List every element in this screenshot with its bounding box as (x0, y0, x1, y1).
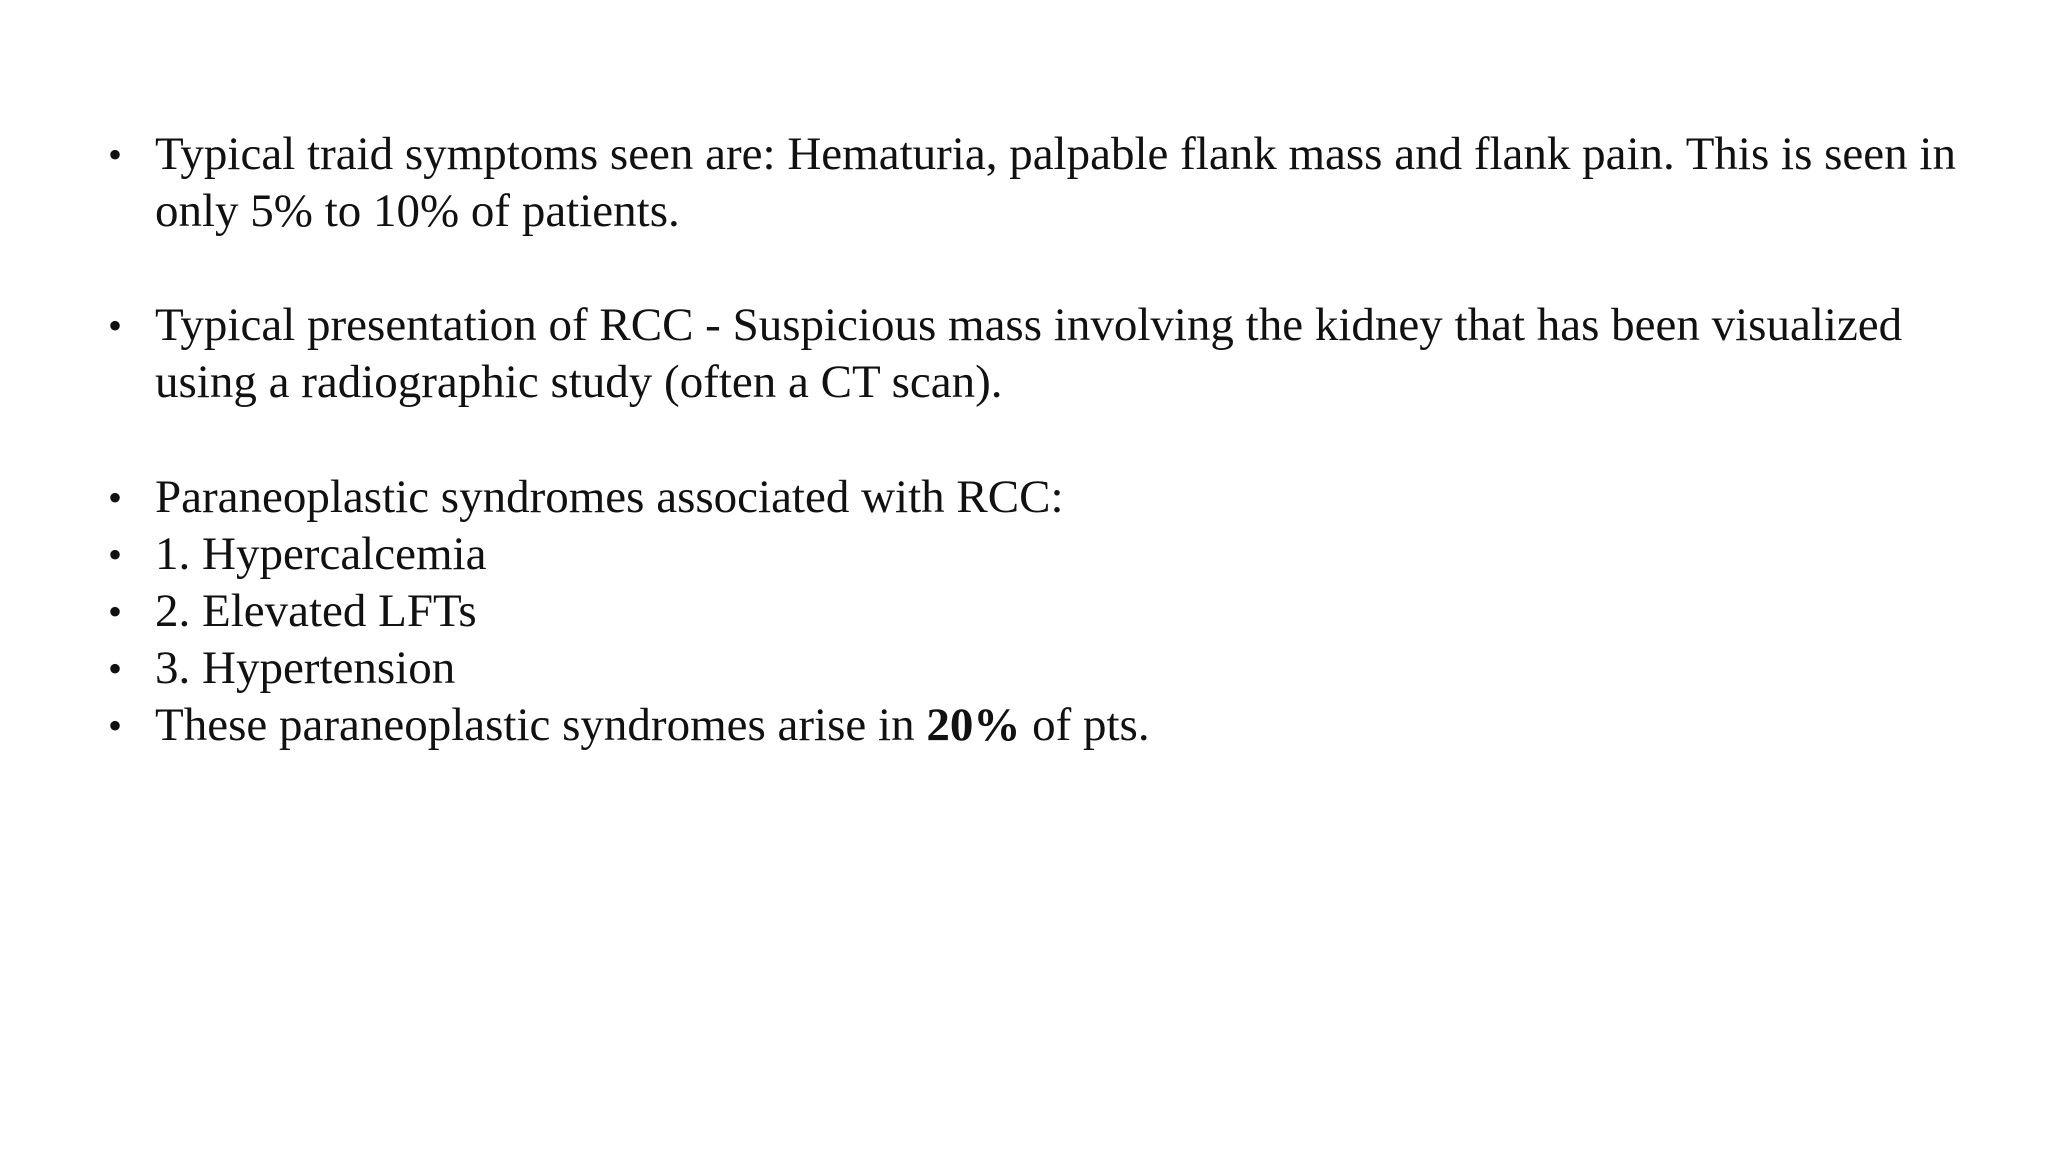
bullet-dot-icon: • (108, 703, 123, 748)
bullet-dot-icon: • (108, 303, 123, 348)
bullet-text-before: These paraneoplastic syndromes arise in (155, 699, 927, 751)
bullet-text: 2. Elevated LFTs (155, 585, 477, 637)
bullet-text-line: only 5% to 10% of patients. (155, 185, 680, 237)
bullet-text-line: Typical traid symptoms seen are: Hematuria, palpable flank mass and flank pain. This is seen in (155, 128, 1956, 180)
bullet-dot-icon: • (108, 646, 123, 691)
bullet-dot-icon: • (108, 475, 123, 520)
bullet-item-paraneoplastic-frequency (108, 697, 2010, 754)
bullet-text-line: using a radiographic study (often a CT scan). (155, 356, 1003, 408)
bullet-text-line: Typical presentation of RCC - Suspicious mass involving the kidney that has been visualized (155, 299, 1903, 351)
bullet-item-typical-presentation (108, 297, 2010, 411)
bullet-item-hypercalcemia (108, 526, 2010, 583)
bullet-dot-icon: • (108, 132, 123, 177)
bullet-dot-icon: • (108, 532, 123, 577)
bullet-item-hypertension (108, 640, 2010, 697)
bullet-text: Paraneoplastic syndromes associated with RCC: (155, 471, 1064, 523)
bullet-text-bold-percent: 20% (926, 699, 1021, 751)
bullet-dot-icon: • (108, 589, 123, 634)
bullet-text: 1. Hypercalcemia (155, 528, 487, 580)
bullet-text-after: of pts. (1020, 699, 1150, 751)
bullet-text: 3. Hypertension (155, 642, 456, 694)
bullet-item-paraneoplastic-heading (108, 469, 2010, 526)
bullet-item-triad-symptoms (108, 126, 2010, 240)
bullet-item-elevated-lfts (108, 583, 2010, 640)
